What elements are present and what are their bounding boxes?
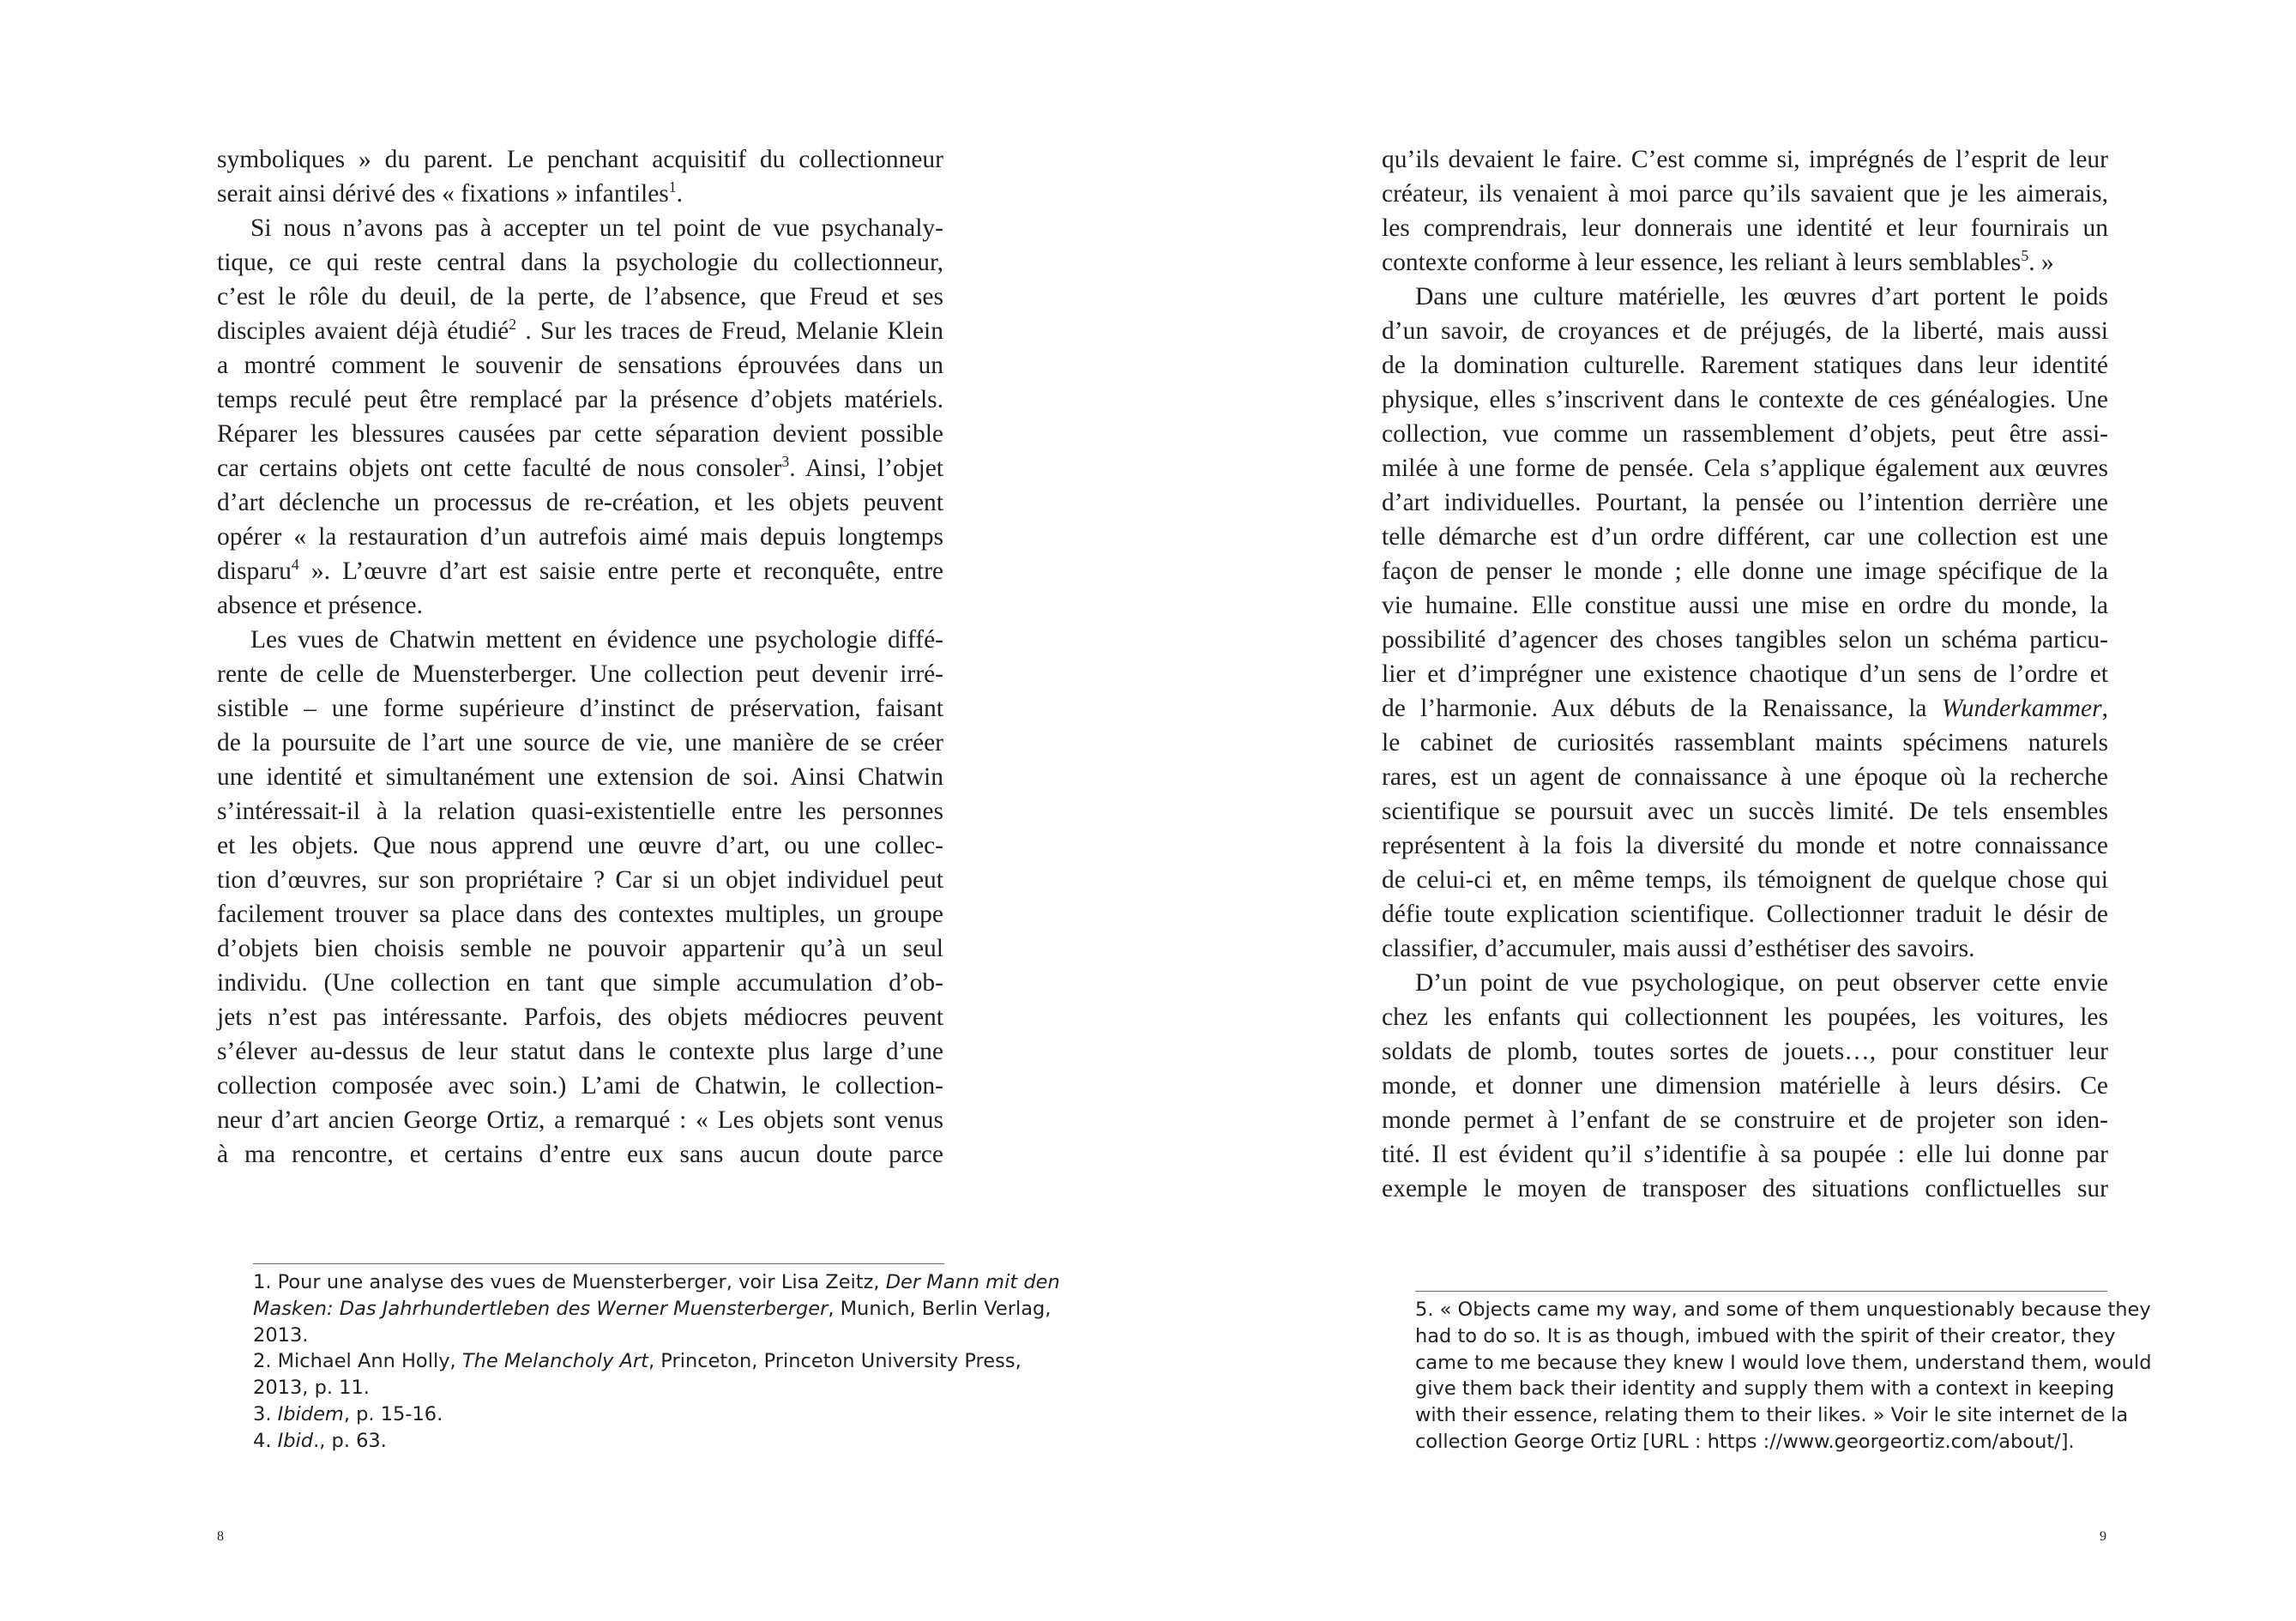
body-line: milée à une forme de pensée. Cela s’applique également aux œuvres xyxy=(1382,455,2108,482)
right-footnote-rule xyxy=(1415,1291,2107,1292)
body-line: lier et d’imprégner une existence chaotique d’un sens de l’ordre et xyxy=(1382,660,2108,688)
footnote-line: 2. Michael Ann Holly, The Melancholy Art, Princeton, Princeton University Press, xyxy=(253,1350,1021,1373)
body-line: tique, ce qui reste central dans la psychologie du collectionneur, xyxy=(217,249,943,276)
footnote-line: 3. Ibidem, p. 15-16. xyxy=(253,1403,443,1425)
body-line: disparu$^4$ ». L’œuvre d’art est saisie entre perte et reconquête, entre xyxy=(217,556,943,585)
left-page-number: 8 xyxy=(217,1529,224,1544)
footnote-line: 5. « Objects came my way, and some of them unquestionably because they xyxy=(1415,1299,2151,1321)
body-line: absence et présence. xyxy=(217,592,423,619)
body-line: collection, vue comme un rassemblement d’objets, peut être assi- xyxy=(1382,420,2108,448)
body-line: Si nous n’avons pas à accepter un tel point de vue psychanaly- xyxy=(250,214,943,242)
body-line: neur d’art ancien George Ortiz, a remarqué : « Les objets sont venus xyxy=(217,1106,943,1134)
body-line: d’objets bien choisis semble ne pouvoir appartenir qu’à un seul xyxy=(217,935,943,962)
body-line: temps reculé peut être remplacé par la présence d’objets matériels. xyxy=(217,386,943,413)
body-line: serait ainsi dérivé des « fixations » infantiles$^1$. xyxy=(217,178,683,208)
footnote-line: with their essence, relating them to their likes. » Voir le site internet de la xyxy=(1415,1404,2129,1427)
body-line: rares, est un agent de connaissance à une époque où la recherche xyxy=(1382,763,2108,791)
body-line: exemple le moyen de transposer des situations conflictuelles sur xyxy=(1382,1175,2108,1202)
body-line: Dans une culture matérielle, les œuvres d’art portent le poids xyxy=(1415,283,2108,310)
body-line: créateur, ils venaient à moi parce qu’ils savaient que je les aimerais, xyxy=(1382,180,2108,208)
body-line: qu’ils devaient le faire. C’est comme si, imprégnés de l’esprit de leur xyxy=(1382,146,2108,173)
body-line: sistible – une forme supérieure d’instinct de préservation, faisant xyxy=(217,695,943,722)
body-line: possibilité d’agencer des choses tangibles selon un schéma particu- xyxy=(1382,626,2108,654)
body-line: car certains objets ont cette faculté de nous consoler$^3$. Ainsi, l’objet xyxy=(217,453,943,482)
body-line: opérer « la restauration d’un autrefois aimé mais depuis longtemps xyxy=(217,523,943,551)
body-line: facilement trouver sa place dans des contextes multiples, un groupe xyxy=(217,901,943,928)
body-line: telle démarche est d’un ordre différent, car une collection est une xyxy=(1382,523,2108,551)
body-line: soldats de plomb, toutes sortes de jouets…, pour constituer leur xyxy=(1382,1038,2108,1065)
body-line: à ma rencontre, et certains d’entre eux sans aucun doute parce xyxy=(217,1141,943,1168)
body-line: et les objets. Que nous apprend une œuvre d’art, ou une collec- xyxy=(217,832,943,859)
footnote-line: 2013. xyxy=(253,1323,309,1347)
body-line: classifier, d’accumuler, mais aussi d’esthétiser des savoirs. xyxy=(1382,935,1975,962)
body-line: symboliques » du parent. Le penchant acquisitif du collectionneur xyxy=(217,146,943,173)
footnote-line: collection George Ortiz [URL : https ://www.georgeortiz.com/about/]. xyxy=(1415,1431,2075,1453)
body-line: le cabinet de curiosités rassemblant maints spécimens naturels xyxy=(1382,729,2108,756)
body-line: collection composée avec soin.) L’ami de Chatwin, le collection- xyxy=(217,1072,943,1100)
body-line: représentent à la fois la diversité du monde et notre connaissance xyxy=(1382,832,2108,859)
footnote-line: Masken: Das Jahrhundertleben des Werner Muensterberger, Munich, Berlin Verlag, xyxy=(253,1297,1052,1320)
body-line: façon de penser le monde ; elle donne une image spécifique de la xyxy=(1382,557,2108,585)
body-line: Les vues de Chatwin mettent en évidence une psychologie diffé- xyxy=(250,626,943,654)
body-line: tion d’œuvres, sur son propriétaire ? Car si un objet individuel peut xyxy=(217,866,943,894)
body-line: d’un savoir, de croyances et de préjugés, de la liberté, mais aussi xyxy=(1382,317,2108,345)
body-line: disciples avaient déjà étudié$^2$ . Sur les traces de Freud, Melanie Klein xyxy=(217,316,944,345)
body-line: D’un point de vue psychologique, on peut observer cette envie xyxy=(1415,969,2108,997)
body-line: défie toute explication scientifique. Collectionner traduit le désir de xyxy=(1382,901,2108,928)
body-line: d’art individuelles. Pourtant, la pensée ou l’intention derrière une xyxy=(1382,489,2108,516)
body-line: de l’harmonie. Aux débuts de la Renaissance, la Wunderkammer, xyxy=(1382,695,2108,722)
body-line: physique, elles s’inscrivent dans le contexte de ces généalogies. Une xyxy=(1382,386,2108,413)
body-line: de celui-ci et, en même temps, ils témoignent de quelque chose qui xyxy=(1382,866,2108,894)
body-line: contexte conforme à leur essence, les reliant à leurs semblables$^5$. » xyxy=(1382,247,2054,276)
body-line: s’intéressait-il à la relation quasi-existentielle entre les personnes xyxy=(217,798,943,825)
footnote-line: 1. Pour une analyse des vues de Muensterberger, voir Lisa Zeitz, Der Mann mit den xyxy=(253,1271,1060,1293)
right-page-number: 9 xyxy=(2100,1529,2106,1544)
body-line: de la domination culturelle. Rarement statiques dans leur identité xyxy=(1382,352,2108,379)
body-line: vie humaine. Elle constitue aussi une mise en ordre du monde, la xyxy=(1382,592,2108,619)
body-line: a montré comment le souvenir de sensations éprouvées dans un xyxy=(217,352,943,379)
body-line: une identité et simultanément une extension de soi. Ainsi Chatwin xyxy=(217,763,943,791)
body-line: les comprendrais, leur donnerais une identité et leur fournirais un xyxy=(1382,214,2108,242)
body-line: monde, et donner une dimension matérielle à leurs désirs. Ce xyxy=(1382,1072,2108,1100)
body-line: scientifique se poursuit avec un succès limité. De tels ensembles xyxy=(1382,798,2108,825)
body-line: d’art déclenche un processus de re-création, et les objets peuvent xyxy=(217,489,943,516)
body-line: jets n’est pas intéressante. Parfois, des objets médiocres peuvent xyxy=(217,1003,943,1031)
body-line: Réparer les blessures causées par cette séparation devient possible xyxy=(217,420,943,448)
right-page xyxy=(1148,0,2295,1621)
footnote-line: give them back their identity and supply them with a context in keeping xyxy=(1415,1377,2115,1401)
footnote-line: came to me because they knew I would love them, understand them, would xyxy=(1415,1351,2152,1374)
body-line: de la poursuite de l’art une source de vie, une manière de se créer xyxy=(217,729,943,756)
body-line: c’est le rôle du deuil, de la perte, de l’absence, que Freud et ses xyxy=(217,283,943,310)
left-footnote-rule xyxy=(253,1263,944,1264)
body-line: chez les enfants qui collectionnent les poupées, les voitures, les xyxy=(1382,1003,2108,1031)
body-line: tité. Il est évident qu’il s’identifie à sa poupée : elle lui donne par xyxy=(1382,1141,2108,1168)
body-line: rente de celle de Muensterberger. Une collection peut devenir irré- xyxy=(217,660,943,688)
footnote-line: had to do so. It is as though, imbued with the spirit of their creator, they xyxy=(1415,1324,2116,1347)
footnote-line: 2013, p. 11. xyxy=(253,1377,370,1400)
footnote-line: 4. Ibid., p. 63. xyxy=(253,1429,387,1452)
body-line: individu. (Une collection en tant que simple accumulation d’ob- xyxy=(217,969,943,997)
body-line: monde permet à l’enfant de se construire et de projeter son iden- xyxy=(1382,1106,2108,1134)
body-line: s’élever au-dessus de leur statut dans le contexte plus large d’une xyxy=(217,1038,943,1065)
